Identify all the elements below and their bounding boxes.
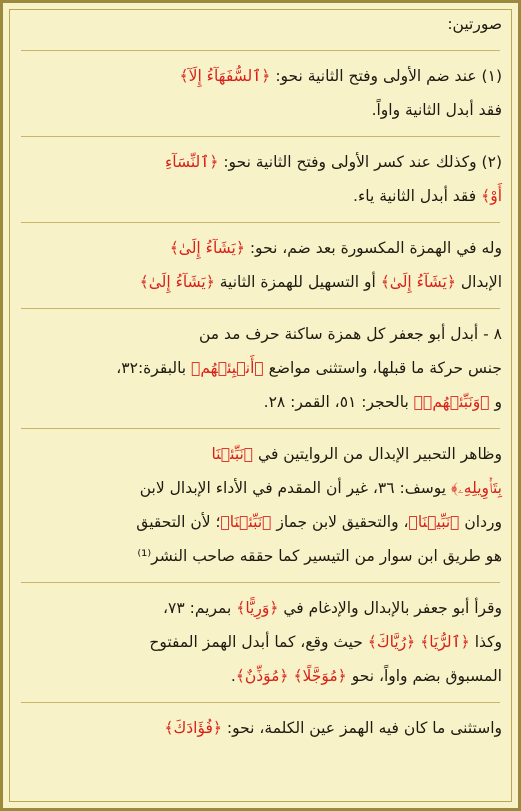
text-line bbox=[19, 59, 502, 93]
text-line bbox=[19, 625, 502, 659]
line-text: أو التسهيل للهمزة الثانية bbox=[214, 273, 381, 291]
section-separator bbox=[21, 50, 500, 51]
quran-quote: ﴿نَبِّيۡنَا﴾ bbox=[408, 513, 460, 531]
quran-quote: ﴿رُيَّاكَ﴾ bbox=[367, 633, 416, 651]
line-text: و bbox=[489, 393, 502, 411]
text-line bbox=[19, 539, 502, 573]
line-text: حيث وقع، كما أبدل الهمز المفتوح bbox=[149, 633, 368, 651]
line-text: بمريم: ٧٣، bbox=[163, 599, 237, 617]
quran-quote: ﴿وَرِيًّا﴾ bbox=[236, 599, 279, 617]
line-text: فقد أبدل الثانية ياء. bbox=[353, 187, 482, 205]
quran-quote: ﴿مُوَذِّنٌ﴾ bbox=[235, 667, 289, 685]
quran-quote: ﴿نَبِّئۡنَا bbox=[211, 445, 254, 463]
sections-container bbox=[19, 50, 502, 745]
paragraph bbox=[19, 711, 502, 745]
line-text: جنس حركة ما قبلها، واستثنى مواضع bbox=[263, 359, 502, 377]
text-line bbox=[19, 505, 502, 539]
section-separator bbox=[21, 428, 500, 429]
text-line bbox=[19, 659, 502, 693]
line-text: المسبوق بضم واواً، نحو bbox=[346, 667, 502, 685]
quran-quote: ﴿أَنۢبِئۡهُم﴾ bbox=[191, 359, 264, 377]
section-separator bbox=[21, 582, 500, 583]
text-line bbox=[19, 265, 502, 299]
paragraph bbox=[19, 591, 502, 693]
quran-quote: ﴿ٱلرُّيَا﴾ bbox=[420, 633, 470, 651]
section-separator bbox=[21, 222, 500, 223]
quran-quote: ﴿يَشَآءُ إِلَىٰ﴾ bbox=[139, 273, 215, 291]
line-text: ، والتحقيق لابن جماز bbox=[271, 513, 409, 531]
line-text: . bbox=[230, 667, 236, 685]
line-text: فقد أبدل الثانية واواً. bbox=[371, 101, 502, 119]
line-text: وردان bbox=[459, 513, 502, 531]
text-line bbox=[19, 317, 502, 351]
paragraph bbox=[19, 59, 502, 127]
quran-quote: ﴿ٱلنِّسَآءِ bbox=[165, 153, 219, 171]
text-line bbox=[19, 437, 502, 471]
text-body bbox=[19, 7, 502, 745]
section-separator bbox=[21, 308, 500, 309]
quran-quote: بِتَأۡوِيلِهِۦ﴾ bbox=[451, 479, 502, 497]
text-line bbox=[19, 93, 502, 127]
quran-quote: ﴿يَشَآءُ إِلَىٰ﴾ bbox=[169, 239, 245, 257]
text-line bbox=[19, 179, 502, 213]
line-text: ٨ - أبدل أبو جعفر كل همزة ساكنة حرف مد من bbox=[198, 325, 502, 343]
paragraph bbox=[19, 145, 502, 213]
quran-quote: ﴿مُوَجَّلًا﴾ bbox=[293, 667, 347, 685]
line-text: بالحجر: ٥١، القمر: ٢٨. bbox=[263, 393, 414, 411]
line-text: واستثنى ما كان فيه الهمز عين الكلمة، نحو: bbox=[221, 719, 502, 737]
line-text: الإبدال bbox=[455, 273, 502, 291]
heading-line: صورتين: bbox=[447, 15, 502, 33]
text-line bbox=[19, 471, 502, 505]
line-text: يوسف: ٣٦، غير أن المقدم في الأداء الإبدال لابن bbox=[139, 479, 452, 497]
line-text: هو طريق ابن سوار من التيسير كما حققه صاحب النشر⁽¹⁾ bbox=[137, 547, 502, 565]
line-text: (١) عند ضم الأولى وفتح الثانية نحو: bbox=[270, 67, 502, 85]
quran-quote: ﴿فُؤَادَكَ﴾ bbox=[164, 719, 222, 737]
quran-quote: ﴿يَشَآءُ إِلَىٰ﴾ bbox=[380, 273, 456, 291]
line-text: بالبقرة:٣٢، bbox=[116, 359, 192, 377]
text-line bbox=[19, 385, 502, 419]
line-text: ؛ لأن التحقيق bbox=[136, 513, 221, 531]
quran-quote: ﴿نَبِّئۡنَا﴾ bbox=[220, 513, 272, 531]
line-text: وله في الهمزة المكسورة بعد ضم، نحو: bbox=[244, 239, 502, 257]
line-text: (٢) وكذلك عند كسر الأولى وفتح الثانية نحو: bbox=[218, 153, 502, 171]
section-separator bbox=[21, 136, 500, 137]
line-text: وقرأ أبو جعفر بالإبدال والإدغام في bbox=[278, 599, 502, 617]
paragraph bbox=[19, 231, 502, 299]
section-separator bbox=[21, 702, 500, 703]
text-line bbox=[19, 351, 502, 385]
text-line bbox=[19, 591, 502, 625]
quran-quote: أَوْ﴾ bbox=[481, 187, 502, 205]
text-line bbox=[19, 231, 502, 265]
line-text: وكذا bbox=[469, 633, 502, 651]
text-line bbox=[19, 145, 502, 179]
paragraph bbox=[19, 437, 502, 573]
quran-quote: ﴿ٱلسُّفَهَآءُ إِلَآ﴾ bbox=[179, 67, 271, 85]
paragraph bbox=[19, 317, 502, 419]
line-text: وظاهر التحبير الإبدال من الروايتين في bbox=[253, 445, 502, 463]
quran-quote: ﴿وَنَبِّئۡهُمۡ﴾ bbox=[413, 393, 490, 411]
text-line bbox=[19, 711, 502, 745]
